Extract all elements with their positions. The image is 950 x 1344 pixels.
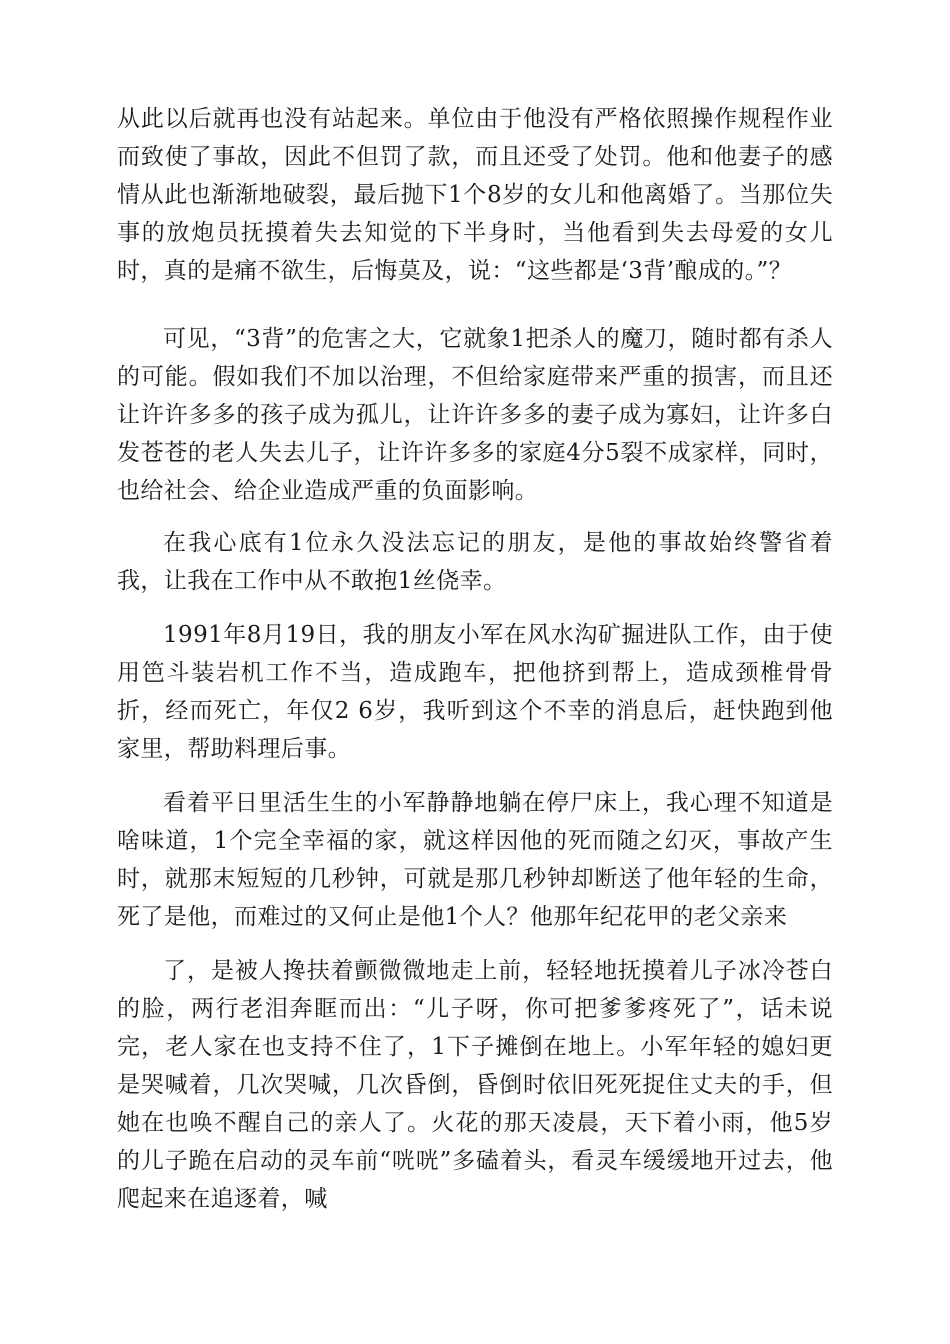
paragraph-2: 可见，“3背”的危害之大，它就象1把杀人的魔刀，随时都有杀人的可能。假如我们不加以治理，不但给家庭带来严重的损害，而且还让许许多多的孩子成为孤儿，让许许多多的妻子成为寡妇，让许多白发苍苍的老人失去儿子，让许许多多的家庭4分5裂不成家样，同时，也给社会、给企业造成严重的负面影响。 [117,326,833,504]
paragraph-5: 看着平日里活生生的小军静静地躺在停尸床上，我心理不知道是啥味道，1个完全幸福的家，就这样因他的死而随之幻灭，事故产生时，就那末短短的几秒钟，可就是那几秒钟却断送了他年轻的生命，死了是他，而难过的又何止是他1个人？他那年纪花甲的老父亲来 [117,790,833,930]
paragraph-1: 从此以后就再也没有站起来。单位由于他没有严格依照操作规程作业而致使了事故，因此不但罚了款，而且还受了处罚。他和他妻子的感情从此也渐渐地破裂，最后抛下1个8岁的女儿和他离婚了。当那位失事的放炮员抚摸着失去知觉的下半身时，当他看到失去母爱的女儿时，真的是痛不欲生，后悔莫及，说：“这些都是‘3背’酿成的。”？ [117,106,833,284]
paragraph-4: 1991年8月19日，我的朋友小军在风水沟矿掘进队工作，由于使用笆斗装岩机工作不当，造成跑车，把他挤到帮上，造成颈椎骨骨折，经而死亡，年仅2 6岁，我听到这个不幸的消息后，赶快跑到他家里，帮助料理后事。 [117,622,833,762]
paragraph-3: 在我心底有1位永久没法忘记的朋友，是他的事故始终警省着我，让我在工作中从不敢抱1丝侥幸。 [117,530,833,594]
paragraph-6: 了，是被人搀扶着颤微微地走上前，轻轻地抚摸着儿子冰冷苍白的脸，两行老泪奔眶而出：“儿子呀，你可把爹爹疼死了”，话未说完，老人家在也支持不住了，1下子摊倒在地上。小军年轻的媳妇更是哭喊着，几次哭喊，几次昏倒，昏倒时依旧死死捉住丈夫的手，但她在也唤不醒自己的亲人了。火花的那天凌晨，天下着小雨，他5岁的儿子跪在启动的灵车前“咣咣”多磕着头，看灵车缓缓地开过去，他爬起来在追逐着，喊 [117,958,833,1212]
